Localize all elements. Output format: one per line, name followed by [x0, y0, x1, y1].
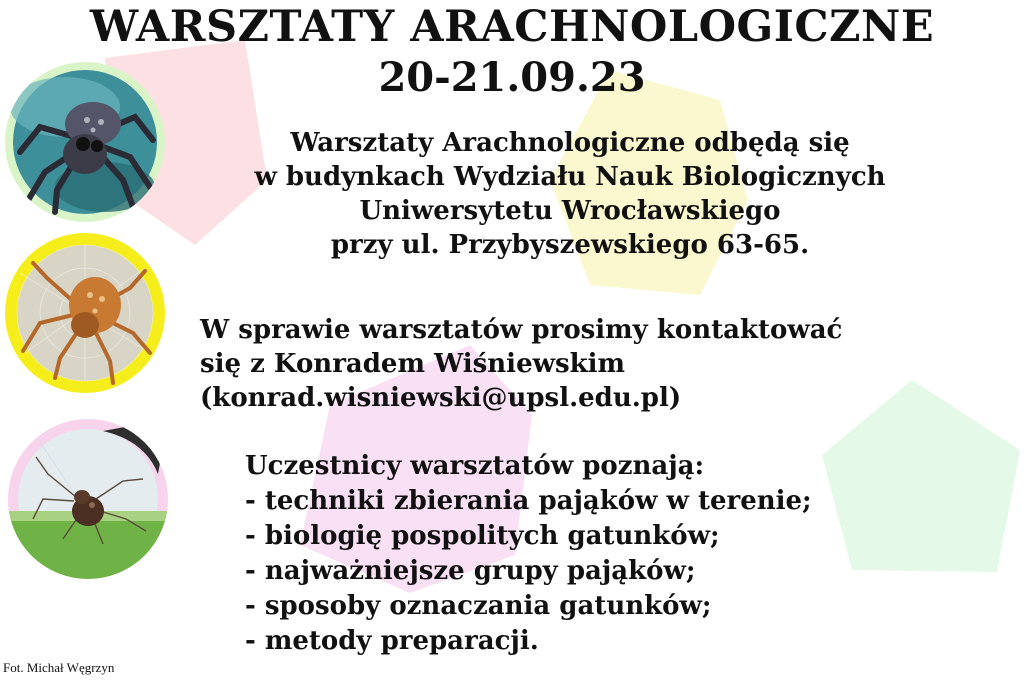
topic-item: - metody preparacji.	[245, 626, 539, 656]
photo-small-spider	[8, 419, 168, 579]
orb-weaver-spider-image	[5, 233, 165, 393]
topic-item: - sposoby oznaczania gatunków;	[245, 591, 712, 621]
venue-line: w budynkach Wydziału Nauk Biologicznych	[254, 162, 886, 192]
small-spider-image	[8, 419, 168, 579]
photo-orb-weaver-spider	[5, 233, 165, 393]
topic-item: - biologię pospolitych gatunków;	[245, 521, 720, 551]
event-date: 20-21.09.23	[378, 54, 646, 101]
contact-paragraph	[200, 313, 1000, 415]
venue-line: Uniwersytetu Wrocławskiego	[359, 196, 781, 226]
topic-item: - najważniejsze grupy pająków;	[245, 556, 696, 586]
topics-list	[245, 449, 1005, 659]
page-title: WARSZTATY ARACHNOLOGICZNE	[89, 2, 935, 52]
venue-paragraph	[150, 126, 990, 262]
contact-line: się z Konradem Wiśniewskim	[200, 349, 626, 379]
venue-line: Warsztaty Arachnologiczne odbędą się	[290, 128, 850, 158]
photo-credit: Fot. Michał Węgrzyn	[3, 660, 115, 675]
contact-line: W sprawie warsztatów prosimy kontaktować	[200, 315, 843, 345]
topics-intro: Uczestnicy warsztatów poznają:	[245, 451, 705, 481]
venue-line: przy ul. Przybyszewskiego 63-65.	[330, 230, 810, 260]
contact-email[interactable]: (konrad.wisniewski@upsl.edu.pl)	[200, 383, 682, 413]
topic-item: - techniki zbierania pająków w terenie;	[245, 486, 812, 516]
